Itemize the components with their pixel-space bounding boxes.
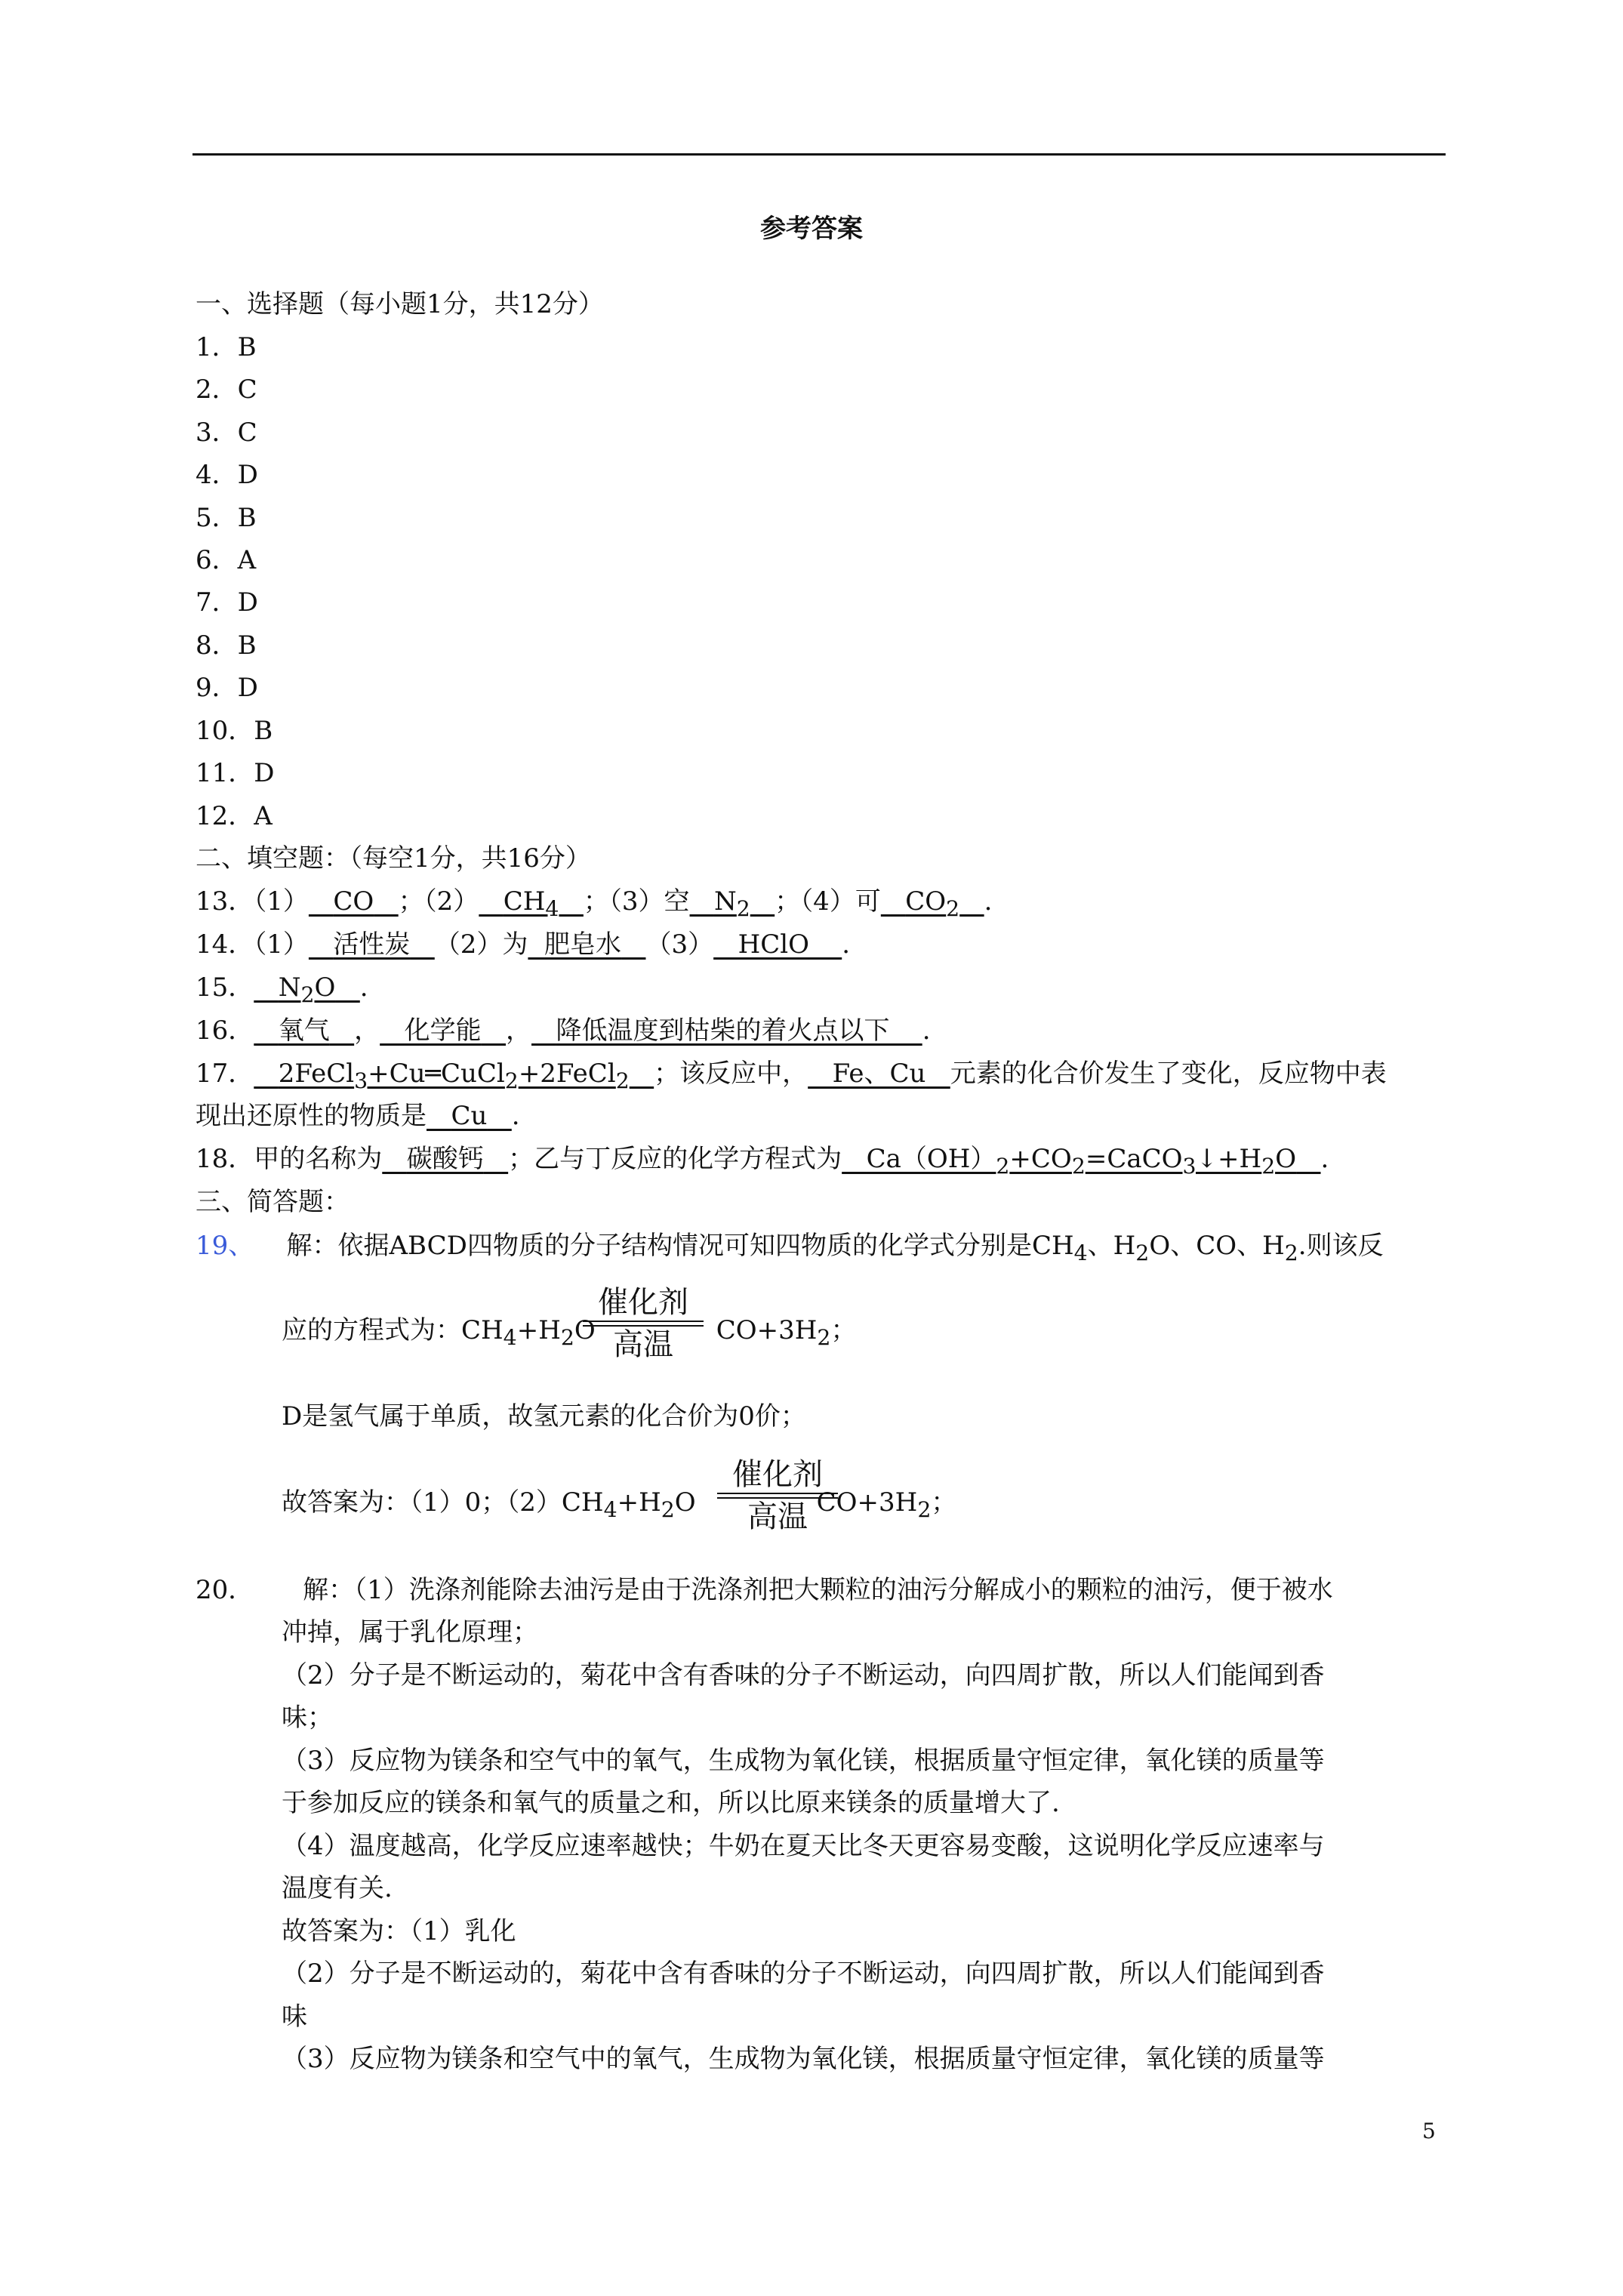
q19-line1-text4: .则该反 — [1298, 1231, 1384, 1261]
q19-eq-b: +H — [516, 1315, 561, 1345]
q20-number: 20． — [196, 1575, 254, 1605]
q20-line9: 故答案为：（1）乳化 — [282, 1916, 516, 1946]
q13-answer2-text: CH — [503, 886, 546, 917]
q13-answer4-text: CO — [905, 886, 947, 917]
q20-line10: （2）分子是不断运动的，菊花中含有香味的分子不断运动，向四周扩散，所以人们能闻到香 — [282, 1959, 1325, 1989]
q16-number: 16． — [196, 1015, 254, 1046]
q18-end: . — [1320, 1144, 1329, 1174]
q16-answer1-text: 氧气 — [278, 1015, 330, 1046]
q15-line — [196, 972, 368, 1010]
q19-answer-equals-bar — [717, 1493, 838, 1499]
q20-line7: （4）温度越高，化学反应速率越快；牛奶在夏天比冬天更容易变酸，这说明化学反应速率与 — [282, 1831, 1325, 1861]
q19-reaction-condition — [583, 1286, 704, 1361]
q19-ans-a: 故答案为：（1）0；（2）CH — [282, 1487, 604, 1518]
answer-11: 11．D — [196, 758, 275, 788]
q14-answer1 — [309, 929, 435, 960]
q13-part2-label: ；（2） — [398, 886, 479, 917]
q16-answer3-text: 降低温度到枯柴的着火点以下 — [556, 1015, 890, 1046]
page-title: 参考答案 — [760, 214, 863, 244]
q20-line2: 冲掉，属于乳化原理； — [282, 1617, 538, 1647]
q13-answer2-sub: 4 — [545, 895, 559, 921]
q20-line6: 于参加反应的镁条和氧气的质量之和，所以比原来镁条的质量增大了. — [282, 1788, 1060, 1818]
q17-tail-text: 元素的化合价发生了变化，反应物中表 — [950, 1059, 1387, 1089]
q20-line12: （3）反应物为镁条和空气中的氧气，生成物为氧化镁，根据质量守恒定律，氧化镁的质量等 — [282, 2044, 1325, 2074]
q18-text2: ；乙与丁反应的化学方程式为 — [508, 1144, 842, 1174]
q16-answer2-text: 化学能 — [404, 1015, 482, 1046]
q14-answer1-text: 活性炭 — [333, 929, 411, 960]
q19-eq-a: 应的方程式为：CH — [282, 1315, 504, 1345]
q18-eq-5: O — [1275, 1144, 1297, 1174]
q13-answer2 — [479, 886, 584, 921]
q14-answer3-text: HClO — [738, 929, 809, 960]
q17-eq-part1: 2FeCl — [278, 1059, 355, 1089]
q17-equation — [254, 1059, 654, 1093]
q19-number: 19、 — [196, 1231, 254, 1261]
answer-8: 8．B — [196, 630, 257, 661]
q19-eq-e: ； — [830, 1315, 857, 1345]
q20-line11: 味 — [282, 2002, 307, 2032]
q13-answer1-text: CO — [333, 886, 374, 917]
q15-answer-sub: 2 — [300, 982, 315, 1007]
q19-answer-temperature-label: 高温 — [747, 1499, 808, 1534]
q18-equation — [842, 1144, 1320, 1179]
q19-ans-sub2: 2 — [661, 1496, 675, 1522]
q18-eq-4: ↓+H — [1196, 1144, 1262, 1174]
answer-12: 12．A — [196, 801, 273, 831]
page-number: 5 — [1422, 2119, 1436, 2143]
q15-number: 15． — [196, 972, 254, 1003]
q17-eq-sub2: 2 — [504, 1068, 519, 1093]
q17-elements — [808, 1059, 950, 1089]
answer-4: 4．D — [196, 460, 258, 490]
answer-10: 10．B — [196, 716, 273, 746]
q13-answer4-sub: 2 — [946, 895, 960, 921]
q17-mid-text: ；该反应中， — [654, 1059, 808, 1089]
q19-eq-sub1: 4 — [503, 1324, 517, 1350]
q18-eq-1: Ca（OH） — [866, 1144, 996, 1174]
q15-answer-text: N — [278, 972, 301, 1003]
q17-eq-sub3: 2 — [615, 1068, 630, 1093]
q17-elements-text: Fe、Cu — [832, 1059, 926, 1089]
q19-temperature-label: 高温 — [613, 1327, 673, 1362]
answer-7: 7．D — [196, 587, 258, 618]
q13-answer3-text: N — [713, 886, 737, 917]
q18-eq-sub3: 3 — [1182, 1153, 1196, 1179]
q17-number: 17． — [196, 1059, 254, 1089]
q18-line — [196, 1144, 1329, 1182]
q18-eq-sub4: 2 — [1261, 1153, 1276, 1179]
q19-answer-line — [282, 1487, 956, 1525]
q16-sep2: ， — [506, 1015, 532, 1046]
q19-ans-sub3: 2 — [917, 1496, 932, 1522]
q19-line3: D是氢气属于单质，故氢元素的化合价为0价； — [282, 1401, 806, 1432]
section3-heading: 三、简答题： — [196, 1187, 350, 1217]
q17-eq-part3: +2FeCl — [518, 1059, 616, 1089]
q19-equation-line — [282, 1315, 856, 1353]
q14-number: 14． — [196, 929, 254, 960]
q14-line — [196, 929, 850, 960]
q19-equals-bar — [583, 1321, 704, 1327]
q20-line1 — [196, 1575, 1333, 1605]
q15-end: . — [359, 972, 368, 1003]
q15-answer-text2: O — [314, 972, 336, 1003]
q19-eq-d: CO+3H — [716, 1315, 818, 1345]
q14-answer2 — [528, 929, 645, 960]
q13-number: 13． — [196, 886, 254, 917]
q19-eq-sub2: 2 — [560, 1324, 574, 1350]
q20-line1-text: 解：（1）洗涤剂能除去油污是由于洗涤剂把大颗粒的油污分解成小的颗粒的油污，便于被水 — [303, 1575, 1333, 1605]
q20-line3: （2）分子是不断运动的，菊花中含有香味的分子不断运动，向四周扩散，所以人们能闻到香 — [282, 1660, 1325, 1690]
q19-eq-c: O — [574, 1315, 596, 1345]
q20-line8: 温度有关. — [282, 1873, 393, 1903]
q16-answer1 — [254, 1015, 354, 1046]
q18-text1: 18．甲的名称为 — [196, 1144, 383, 1174]
q19-line1-text: 解：依据ABCD四物质的分子结构情况可知四物质的化学式分别是CH — [286, 1231, 1074, 1261]
q20-line4: 味； — [282, 1703, 333, 1733]
q19-line1-sub3: 2 — [1284, 1240, 1298, 1265]
q13-answer4 — [881, 886, 984, 921]
q18-eq-sub2: 2 — [1071, 1153, 1086, 1179]
q16-end: . — [922, 1015, 931, 1046]
q14-end: . — [842, 929, 851, 960]
q19-catalyst-label: 催化剂 — [598, 1285, 688, 1320]
q19-line1-text2: 、H — [1087, 1231, 1136, 1261]
q16-sep1: ， — [354, 1015, 380, 1046]
q19-ans-e: ； — [931, 1487, 957, 1518]
q13-part4-label: ；（4）可 — [775, 886, 881, 917]
header-rule — [192, 153, 1446, 156]
q14-part2-label: （2）为 — [434, 929, 528, 960]
q13-part1-label: （1） — [254, 886, 309, 917]
q20-line5: （3）反应物为镁条和空气中的氧气，生成物为氧化镁，根据质量守恒定律，氧化镁的质量等 — [282, 1746, 1325, 1776]
q16-line — [196, 1015, 931, 1046]
q14-part3-label: （3） — [645, 929, 714, 960]
q19-line1 — [196, 1231, 1384, 1268]
q18-answer1 — [382, 1144, 508, 1174]
q18-eq-sub1: 2 — [996, 1153, 1010, 1179]
q14-answer3 — [713, 929, 842, 960]
section1-heading: 一、选择题（每小题1分，共12分） — [196, 289, 604, 319]
answer-3: 3．C — [196, 418, 257, 448]
q19-ans-sub1: 4 — [603, 1496, 617, 1522]
q19-eq-sub3: 2 — [817, 1324, 831, 1350]
answer-2: 2．C — [196, 374, 257, 405]
q19-ans-b: +H — [617, 1487, 661, 1518]
q16-answer2 — [380, 1015, 506, 1046]
q17-line1 — [196, 1059, 1387, 1096]
q19-line1-sub1: 4 — [1073, 1240, 1088, 1265]
q17-reducer-text: Cu — [451, 1101, 488, 1131]
q18-eq-3: =CaCO — [1085, 1144, 1183, 1174]
q14-part1-label: （1） — [254, 929, 309, 960]
q19-line1-sub2: 2 — [1135, 1240, 1150, 1265]
q13-line — [196, 886, 992, 924]
q14-answer2-text: 肥皂水 — [544, 929, 622, 960]
q16-answer3 — [531, 1015, 922, 1046]
answer-5: 5．B — [196, 503, 257, 533]
answer-1: 1．B — [196, 332, 257, 362]
q18-eq-2: +CO — [1009, 1144, 1072, 1174]
q15-answer — [254, 972, 360, 1007]
q19-ans-d: CO+3H — [816, 1487, 918, 1518]
q17-end: . — [511, 1101, 520, 1131]
q19-ans-c: O — [674, 1487, 696, 1518]
q13-end: . — [984, 886, 993, 917]
q13-answer3-sub: 2 — [736, 895, 750, 921]
q18-answer1-text: 碳酸钙 — [406, 1144, 484, 1174]
q19-line1-text3: O、CO、H — [1149, 1231, 1285, 1261]
q19-answer-catalyst-label: 催化剂 — [732, 1457, 823, 1492]
q13-answer1 — [309, 886, 399, 917]
q17-line2 — [196, 1101, 520, 1131]
q13-part3-label: ；（3）空 — [583, 886, 690, 917]
q13-answer3 — [690, 886, 775, 921]
answer-6: 6．A — [196, 545, 257, 575]
section2-heading: 二、填空题：（每空1分，共16分） — [196, 843, 591, 874]
q19-answer-reaction-condition — [717, 1458, 838, 1533]
q17-eq-sub1: 3 — [354, 1068, 368, 1093]
q17-eq-part2: +Cu═CuCl — [368, 1059, 505, 1089]
q17-line2-text: 现出还原性的物质是 — [196, 1101, 427, 1131]
answer-9: 9．D — [196, 673, 258, 703]
q17-reducer — [427, 1101, 512, 1131]
